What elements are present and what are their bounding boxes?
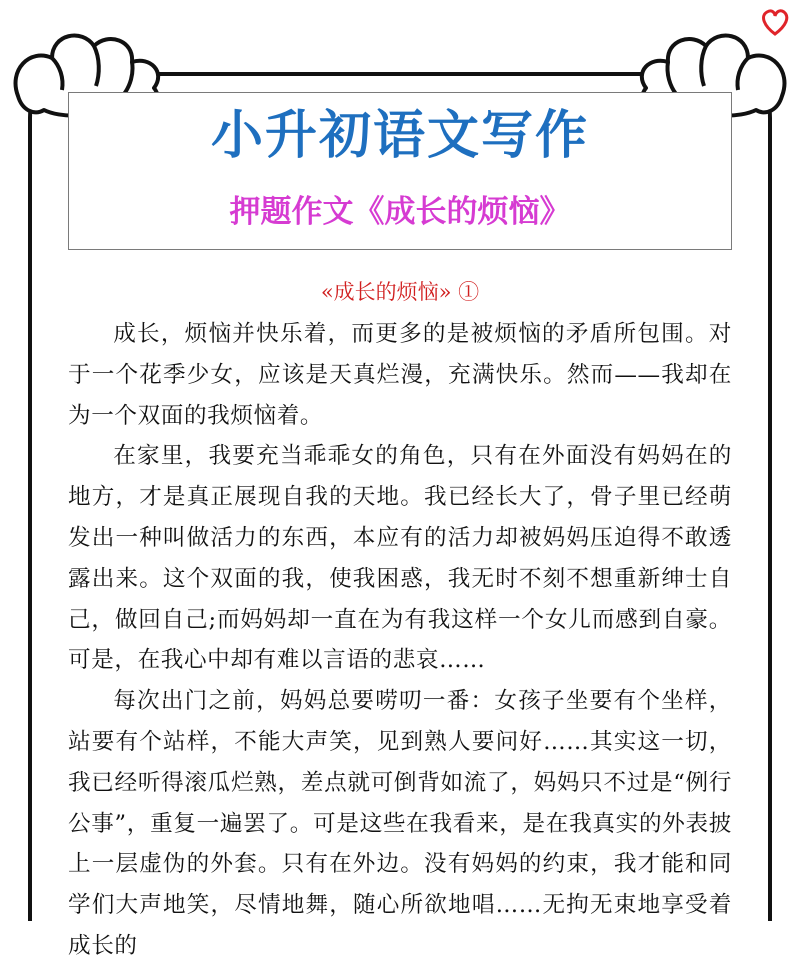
essay-paragraph: 每次出门之前，妈妈总要唠叨一番：女孩子坐要有个坐样，站要有个站样，不能大声笑，见到熟人要问好……其实这一切，我已经听得滚瓜烂熟，差点就可倒背如流了，妈妈只不过是“例行公事”，重复一遍罢了。可是这些在我看来，是在我真实的外表披上一层虚伪的外套。只有在外边。没有妈妈的约束，我才能和同学们大声地笑，尽情地舞，随心所欲地唱……无拘无束地享受着成长的: [68, 688, 732, 959]
essay-paragraph: 在家里，我要充当乖乖女的角色，只有在外面没有妈妈在的地方，才是真正展现自我的天地。我已经长大了，骨子里已经萌发出一种叫做活力的东西，本应有的活力却被妈妈压迫得不敢透露出来。这个双面的我，使我困惑，我无时不刻不想重新绅士自己，做回自己;而妈妈却一直在为有我这样一个女儿而感到自豪。可是，在我心中却有难以言语的悲哀……: [68, 443, 732, 674]
page-subtitle: 押题作文《成长的烦恼》: [229, 194, 571, 230]
essay-body: [68, 314, 732, 967]
title-box: [68, 92, 732, 250]
essay-paragraph: 成长，烦恼并快乐着，而更多的是被烦恼的矛盾所包围。对于一个花季少女，应该是天真烂漫，充满快乐。然而——我却在为一个双面的我烦恼着。: [68, 321, 732, 429]
essay-title: «成长的烦恼» ①: [320, 280, 480, 304]
page-title: 小升初语文写作: [210, 106, 589, 166]
heart-icon: [764, 11, 787, 34]
